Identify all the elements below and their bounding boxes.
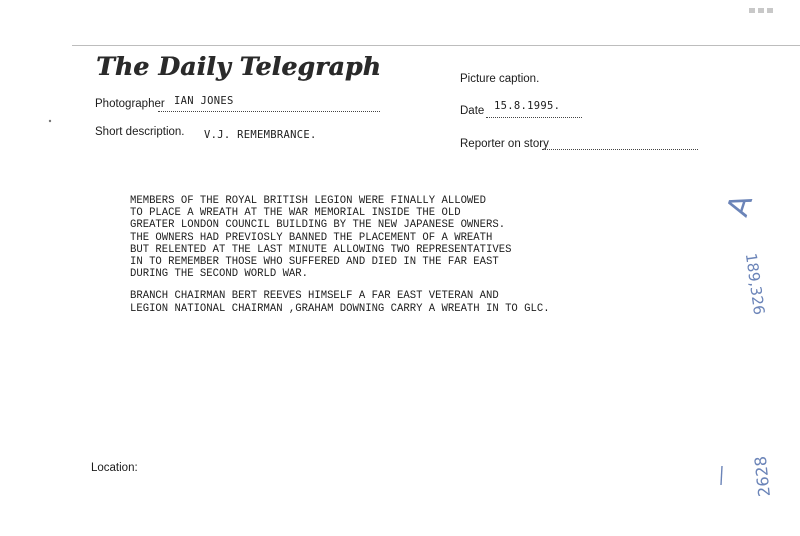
date-label: Date bbox=[460, 105, 485, 117]
margin-tick bbox=[48, 110, 52, 114]
picture-caption-label: Picture caption. bbox=[460, 73, 540, 85]
short-description-value: V.J. REMEMBRANCE. bbox=[204, 129, 317, 141]
photographer-value: IAN JONES bbox=[174, 95, 234, 107]
handwritten-number: 189,326 bbox=[741, 252, 769, 316]
caption-line: TO PLACE A WREATH AT THE WAR MEMORIAL INSIDE THE OLD bbox=[130, 207, 461, 220]
caption-line: MEMBERS OF THE ROYAL BRITISH LEGION WERE FINALLY ALLOWED bbox=[130, 195, 487, 207]
reporter-dotted-line bbox=[542, 149, 698, 150]
handwritten-letter: A bbox=[720, 190, 761, 221]
caption-line: BRANCH CHAIRMAN BERT REEVES HIMSELF A FAR EAST VETERAN AND bbox=[130, 290, 499, 303]
caption-paragraph-2 bbox=[130, 290, 600, 314]
photographer-label: Photographer bbox=[95, 98, 165, 110]
caption-line: GREATER LONDON COUNCIL BUILDING BY THE NEW JAPANESE OWNERS. bbox=[130, 219, 506, 232]
caption-line: BUT RELENTED AT THE LAST MINUTE ALLOWING TWO REPRESENTATIVES bbox=[130, 243, 512, 256]
caption-line: LEGION NATIONAL CHAIRMAN ,GRAHAM DOWNING CARRY A WREATH IN TO GLC. bbox=[130, 302, 550, 315]
handwritten-bottom-note: 2628 bbox=[750, 455, 774, 498]
reporter-label: Reporter on story bbox=[460, 138, 549, 150]
handwritten-stroke bbox=[718, 465, 726, 492]
caption-line: IN TO REMEMBER THOSE WHO SUFFERED AND DIED IN THE FAR EAST bbox=[130, 256, 499, 269]
newspaper-masthead: The Daily Telegraph bbox=[96, 52, 381, 81]
photographer-dotted-line bbox=[158, 111, 380, 112]
caption-line: THE OWNERS HAD PREVIOSLY BANNED THE PLACEMENT OF A WREATH bbox=[130, 231, 493, 244]
corner-print-mark bbox=[746, 0, 782, 6]
location-label: Location: bbox=[91, 462, 138, 474]
short-description-label: Short description. bbox=[95, 126, 185, 138]
caption-paragraph-1 bbox=[130, 195, 600, 280]
date-value: 15.8.1995. bbox=[494, 100, 561, 112]
caption-line: DURING THE SECOND WORLD WAR. bbox=[130, 268, 309, 281]
caption-body bbox=[130, 195, 600, 315]
date-dotted-line bbox=[486, 117, 582, 118]
top-rule bbox=[72, 45, 800, 46]
